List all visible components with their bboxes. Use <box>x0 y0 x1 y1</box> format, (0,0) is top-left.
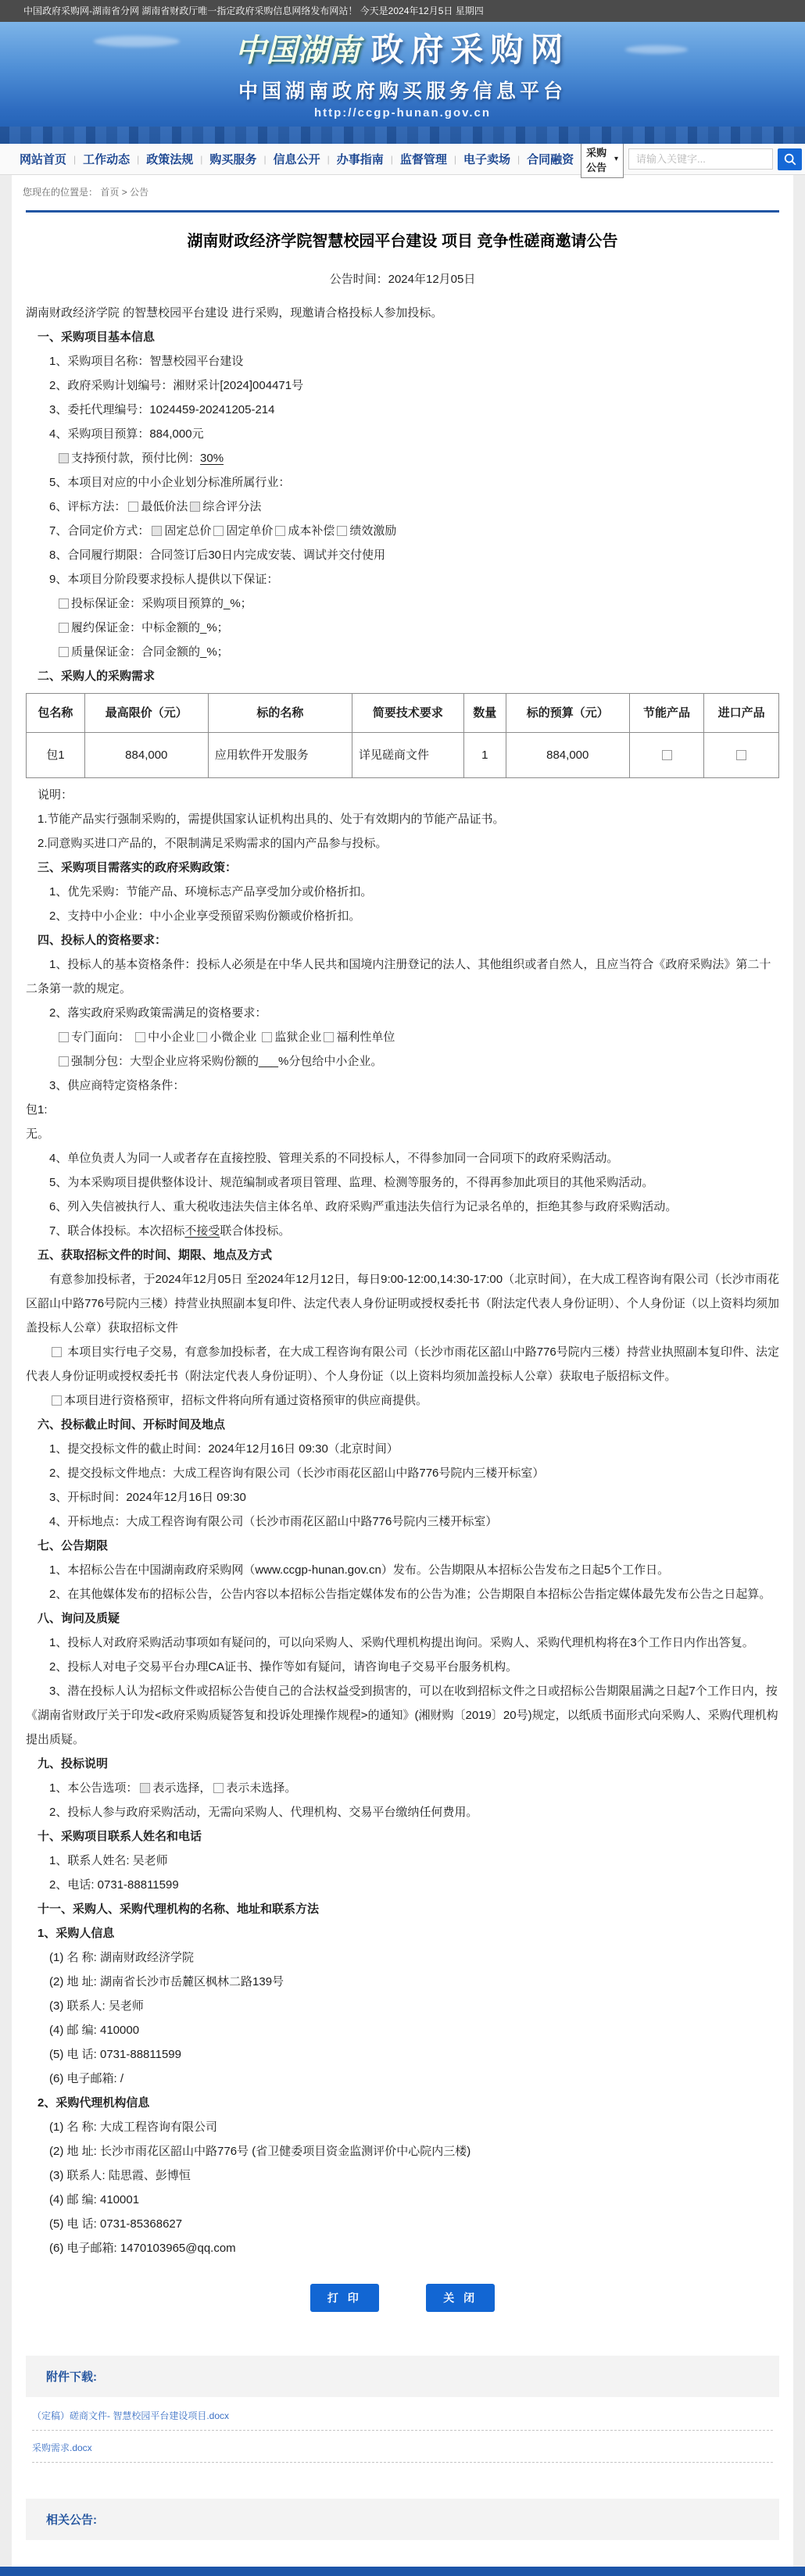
search-area <box>581 141 802 178</box>
doc-heading: 六、投标截止时间、开标时间及地点 <box>38 1418 226 1431</box>
nav-item-1[interactable]: 工作动态 <box>83 153 131 166</box>
cloud-decoration <box>94 36 180 47</box>
checkbox-unchecked <box>337 526 347 536</box>
search-icon <box>783 152 797 166</box>
doc-paragraph: 4、采购项目预算：884,000元 <box>49 427 204 441</box>
checkbox-checked <box>59 453 69 463</box>
breadcrumb-link-0[interactable]: 首页 <box>100 187 120 198</box>
attachments-header: 附件下载: <box>26 2356 779 2397</box>
checkbox-unchecked <box>197 1032 207 1042</box>
doc-heading: 八、询问及质疑 <box>38 1612 120 1625</box>
nav-item-2[interactable]: 政策法规 <box>146 153 194 166</box>
nav-separator: | <box>73 153 77 165</box>
doc-paragraph: ✓支持预付款，预付比例：30% <box>26 446 779 470</box>
nav-menu <box>13 151 581 167</box>
breadcrumb-link-1[interactable]: 公告 <box>130 187 149 198</box>
nav-separator: | <box>327 153 330 165</box>
doc-paragraph: (3) 联系人: 吴老师 <box>49 1999 144 2013</box>
site-banner <box>0 22 805 144</box>
doc-paragraph: 1.节能产品实行强制采购的，需提供国家认证机构出具的、处于有效期内的节能产品证书。 <box>38 813 505 826</box>
table-cell: 884,000 <box>84 733 208 778</box>
doc-paragraph: (2) 地 址: 长沙市雨花区韶山中路776号 (省卫健委项目资金监测评价中心院内三楼) <box>49 2145 471 2158</box>
search-category-value: 采购公告 <box>586 146 607 173</box>
print-button[interactable]: 打 印 <box>310 2284 379 2312</box>
doc-paragraph: (6) 电子邮箱: / <box>49 2072 124 2085</box>
top-notice-bar <box>0 0 805 22</box>
action-buttons <box>26 2284 779 2312</box>
doc-paragraph: 1、提交投标文件的截止时间：2024年12月16日 09:30（北京时间） <box>49 1442 399 1456</box>
doc-paragraph: 5、为本采购项目提供整体设计、规范编制或者项目管理、监理、检测等服务的，不得再参加此项目的其他采购活动。 <box>49 1176 654 1189</box>
doc-paragraph: (1) 名 称: 大成工程咨询有限公司 <box>49 2120 218 2134</box>
requirements-table <box>26 693 779 778</box>
doc-paragraph: (3) 联系人: 陆思霞、彭博恒 <box>49 2169 191 2182</box>
doc-paragraph: 5、本项目对应的中小企业划分标准所属行业： <box>49 476 291 489</box>
doc-paragraph: 履约保证金：中标金额的_%； <box>26 616 779 640</box>
doc-paragraph: 1、采购项目名称：智慧校园平台建设 <box>49 355 244 368</box>
underlined-text: 不接受 <box>184 1224 220 1238</box>
doc-heading: 五、获取招标文件的时间、期限、地点及方式 <box>38 1249 273 1262</box>
nav-separator: | <box>263 153 267 165</box>
attachment-link-1[interactable]: 采购需求.docx <box>32 2442 92 2453</box>
table-cell: 详见磋商文件 <box>352 733 464 778</box>
top-notice-text: 中国政府采购网-湖南省分网 湖南省财政厅唯一指定政府采购信息网络发布网站！ 今天是2024年12月5日 星期四 <box>23 5 484 16</box>
table-cell: 884,000 <box>506 733 629 778</box>
doc-paragraph: 投标保证金：采购项目预算的_%； <box>26 591 779 616</box>
doc-paragraph: 3、供应商特定资格条件： <box>49 1079 185 1092</box>
doc-paragraph: 说明： <box>38 788 73 802</box>
doc-paragraph: 强制分包：大型企业应将采购份额的___%分包给中小企业。 <box>26 1049 779 1074</box>
doc-paragraph: 4、单位负责人为同一人或者存在直接控股、管理关系的不同投标人，不得参加同一合同项下的政府采购活动。 <box>49 1152 619 1165</box>
publish-time: 公告时间：2024年12月05日 <box>329 273 476 286</box>
table-cell: 包1 <box>27 733 85 778</box>
attachment-link-0[interactable]: （定稿）磋商文件- 智慧校园平台建设项目.docx <box>32 2410 230 2421</box>
doc-paragraph: 7、合同定价方式： ✓ 固定总价 固定单价 成本补偿 绩效激励 <box>26 519 779 543</box>
doc-paragraph: (1) 名 称: 湖南财政经济学院 <box>49 1951 195 1964</box>
doc-paragraph: 2、投标人对电子交易平台办理CA证书、操作等如有疑问，请咨询电子交易平台服务机构。 <box>49 1660 518 1674</box>
nav-item-5[interactable]: 办事指南 <box>336 153 384 166</box>
checkbox-checked <box>140 1783 150 1793</box>
nav-separator: | <box>137 153 140 165</box>
table-header-cell: 数量 <box>463 694 506 733</box>
table-header-cell: 简要技术要求 <box>352 694 464 733</box>
table-row <box>27 733 779 778</box>
checkbox-unchecked <box>275 526 285 536</box>
spacer <box>12 2464 793 2486</box>
doc-paragraph: 有意参加投标者，于2024年12月05日 至2024年12月12日，每日9:00-12:00,14:30-17:00（北京时间），在大成工程咨询有限公司（长沙市雨花区韶山中路776号院内三楼）持营业执照副本复印件、法定代表人身份证明或授权委托书（附法定代表人身份证明）、个人身份证（以上资料均须加盖投标人公章）获取招标文件 <box>26 1273 779 1334</box>
checkbox-unchecked <box>213 526 224 536</box>
underlined-text: 30% <box>200 452 224 465</box>
doc-paragraph: 3、开标时间：2024年12月16日 09:30 <box>49 1491 246 1504</box>
cloud-decoration <box>625 45 688 54</box>
doc-paragraph: 2、政府采购计划编号：湘财采计[2024]004471号 <box>49 379 304 392</box>
doc-paragraph: 1、优先采购：节能产品、环境标志产品享受加分或价格折扣。 <box>49 885 373 899</box>
doc-heading: 二、采购人的采购需求 <box>38 670 156 683</box>
checkbox-unchecked <box>52 1347 62 1357</box>
doc-paragraph: (5) 电 话: 0731-88811599 <box>49 2048 181 2061</box>
nav-item-8[interactable]: 合同融资 <box>527 153 574 166</box>
doc-paragraph: 1、本公告选项： ✓ 表示选择， 表示未选择。 <box>26 1776 779 1800</box>
doc-paragraph: 2、提交投标文件地点：大成工程咨询有限公司（长沙市雨花区韶山中路776号院内三楼开标室） <box>49 1467 545 1480</box>
table-header-cell: 标的预算（元） <box>506 694 629 733</box>
doc-paragraph: 湖南财政经济学院 的智慧校园平台建设 进行采购，现邀请合格投标人参加投标。 <box>26 306 443 320</box>
spacer <box>12 2540 793 2562</box>
table-cell: 应用软件开发服务 <box>208 733 352 778</box>
doc-paragraph: 本项目实行电子交易，有意参加投标者，在大成工程咨询有限公司（长沙市雨花区韶山中路776号院内三楼）持营业执照副本复印件、法定代表人身份证明或授权委托书（附法定代表人身份证明）、个人身份证（以上资料均须加盖投标人公章）获取电子版招标文件。 <box>26 1345 779 1383</box>
doc-paragraph: 1、本招标公告在中国湖南政府采购网（www.ccgp-hunan.gov.cn）发布。公告期限从本招标公告发布之日起5个工作日。 <box>49 1563 670 1577</box>
document-body <box>26 301 779 2260</box>
table-header-cell: 标的名称 <box>208 694 352 733</box>
attachment-row <box>32 2431 773 2463</box>
doc-paragraph: 1、投标人的基本资格条件：投标人必须是在中华人民共和国境内注册登记的法人、其他组织或者自然人，且应当符合《政府采购法》第二十二条第一款的规定。 <box>26 958 771 995</box>
table-cell <box>704 733 779 778</box>
doc-paragraph: 6、评标方法： 最低价法 ✓ 综合评分法 <box>26 495 779 519</box>
breadcrumb-label: 您现在的位置是： <box>23 187 98 198</box>
nav-separator: | <box>517 153 521 165</box>
table-header-cell: 进口产品 <box>704 694 779 733</box>
search-category-select[interactable] <box>581 141 624 178</box>
doc-heading: 四、投标人的资格要求： <box>38 934 167 947</box>
doc-heading: 1、采购人信息 <box>38 1927 115 1940</box>
announcement-card <box>26 210 779 2343</box>
checkbox-unchecked <box>59 623 69 633</box>
doc-paragraph: 3、委托代理编号：1024459-20241205-214 <box>49 403 275 416</box>
banner-url: http://ccgp-hunan.gov.cn <box>313 106 492 120</box>
checkbox-unchecked <box>324 1032 334 1042</box>
doc-heading: 七、公告期限 <box>38 1539 109 1552</box>
doc-heading: 十一、采购人、采购代理机构的名称、地址和联系方法 <box>38 1903 320 1916</box>
doc-paragraph: 1、投标人对政府采购活动事项如有疑问的，可以向采购人、采购代理机构提出询问。采购人、采购代理机构将在3个工作日内作出答复。 <box>49 1636 754 1649</box>
site-logo-text: 政府采购网 <box>370 31 571 68</box>
doc-paragraph: (2) 地 址: 湖南省长沙市岳麓区枫林二路139号 <box>49 1975 284 1988</box>
doc-paragraph: 3、潜在投标人认为招标文件或招标公告使自己的合法权益受到损害的，可以在收到招标文件之日或招标公告期限届满之日起7个工作日内，按《湖南省财政厅关于印发<政府采购质疑答复和投诉处理操作规程>的通知》(湘财购〔2019〕20号)规定，以纸质书面形式向采购人、采购代理机构提出质疑。 <box>26 1685 778 1746</box>
page-title: 湖南财政经济学院智慧校园平台建设 项目 竞争性磋商邀请公告 <box>187 233 618 250</box>
doc-paragraph: 专门面向： 中小企业 小微企业 监狱企业 福利性单位 <box>26 1025 779 1049</box>
breadcrumb <box>12 175 793 207</box>
checkbox-unchecked <box>213 1783 224 1793</box>
table-cell: 1 <box>463 733 506 778</box>
nav-item-4[interactable]: 信息公开 <box>273 153 320 166</box>
nav-item-3[interactable]: 购买服务 <box>209 153 257 166</box>
checkbox-unchecked <box>135 1032 145 1042</box>
doc-paragraph: 无。 <box>26 1127 50 1141</box>
doc-paragraph: 8、合同履行期限：合同签订后30日内完成安装、调试并交付使用 <box>49 548 386 562</box>
checkbox-unchecked <box>662 750 672 760</box>
nav-item-0[interactable]: 网站首页 <box>20 153 67 166</box>
checkbox-unchecked <box>59 647 69 657</box>
doc-paragraph: 2、在其他媒体发布的招标公告，公告内容以本招标公告指定媒体发布的公告为准；公告期限自本招标公告指定媒体最先发布公告之日起算。 <box>49 1588 771 1601</box>
checkbox-unchecked <box>59 1032 69 1042</box>
doc-heading: 2、采购代理机构信息 <box>38 2096 150 2110</box>
search-input[interactable] <box>628 148 773 170</box>
related-header: 相关公告: <box>26 2499 779 2540</box>
table-header-cell: 包名称 <box>27 694 85 733</box>
city-skyline <box>0 127 805 144</box>
checkbox-checked <box>152 526 162 536</box>
content-wrapper <box>12 175 793 2567</box>
doc-paragraph: 2、落实政府采购政策需满足的资格要求： <box>49 1006 267 1020</box>
doc-heading: 三、采购项目需落实的政府采购政策： <box>38 861 238 874</box>
close-button[interactable]: 关 闭 <box>426 2284 495 2312</box>
doc-paragraph: 1、联系人姓名: 吴老师 <box>49 1854 168 1867</box>
nav-item-6[interactable]: 监督管理 <box>399 153 447 166</box>
doc-heading: 九、投标说明 <box>38 1757 109 1770</box>
doc-paragraph: 本项目进行资格预审，招标文件将向所有通过资格预审的供应商提供。 <box>26 1388 779 1413</box>
doc-paragraph: (5) 电 话: 0731-85368627 <box>49 2217 183 2231</box>
doc-paragraph: (6) 电子邮箱: 1470103965@qq.com <box>49 2242 236 2255</box>
checkbox-unchecked <box>262 1032 272 1042</box>
doc-paragraph: (4) 邮 编: 410000 <box>49 2024 140 2037</box>
checkbox-unchecked <box>59 598 69 609</box>
doc-paragraph: 6、列入失信被执行人、重大税收违法失信主体名单、政府采购严重违法失信行为记录名单的，拒绝其参与政府采购活动。 <box>49 1200 678 1213</box>
breadcrumb-links: 首页 > 公告 <box>100 187 149 198</box>
checkbox-unchecked <box>736 750 746 760</box>
footer-bar <box>0 2567 805 2576</box>
checkbox-unchecked <box>59 1056 69 1066</box>
checkbox-unchecked <box>52 1395 62 1406</box>
table-header-cell: 最高限价（元） <box>84 694 208 733</box>
banner-subtitle: 中国湖南政府购买服务信息平台 <box>238 80 567 102</box>
doc-paragraph: 2.同意购买进口产品的，不限制满足采购需求的国内产品参与投标。 <box>38 837 388 850</box>
chevron-down-icon: ▾ <box>614 155 619 163</box>
doc-paragraph: 质量保证金：合同金额的_%； <box>26 640 779 664</box>
attachment-row <box>32 2399 773 2431</box>
table-header-row <box>27 694 779 733</box>
doc-paragraph: 2、投标人参与政府采购活动，无需向采购人、代理机构、交易平台缴纳任何费用。 <box>49 1806 478 1819</box>
checkbox-checked <box>190 502 200 512</box>
doc-paragraph: 9、本项目分阶段要求投标人提供以下保证： <box>49 573 279 586</box>
main-nav <box>0 144 805 175</box>
doc-heading: 一、采购项目基本信息 <box>38 330 156 344</box>
doc-heading: 十、采购项目联系人姓名和电话 <box>38 1830 202 1843</box>
doc-paragraph: 包1: <box>26 1103 48 1117</box>
nav-separator: | <box>200 153 203 165</box>
table-cell <box>629 733 704 778</box>
site-logo-calligraphy: 中国湖南 <box>234 32 360 69</box>
doc-paragraph: 7、联合体投标。本次招标不接受联合体投标。 <box>49 1224 291 1238</box>
doc-paragraph: 2、支持中小企业：中小企业享受预留采购份额或价格折扣。 <box>49 909 361 923</box>
nav-separator: | <box>390 153 393 165</box>
attachments-list <box>26 2397 779 2464</box>
doc-paragraph: 2、电话: 0731-88811599 <box>49 1878 179 1892</box>
doc-paragraph: 4、开标地点：大成工程咨询有限公司（长沙市雨花区韶山中路776号院内三楼开标室） <box>49 1515 498 1528</box>
table-header-cell: 节能产品 <box>629 694 704 733</box>
search-button[interactable] <box>778 148 802 170</box>
doc-paragraph: (4) 邮 编: 410001 <box>49 2193 140 2206</box>
checkbox-unchecked <box>128 502 138 512</box>
nav-separator: | <box>453 153 456 165</box>
nav-item-7[interactable]: 电子卖场 <box>463 153 510 166</box>
